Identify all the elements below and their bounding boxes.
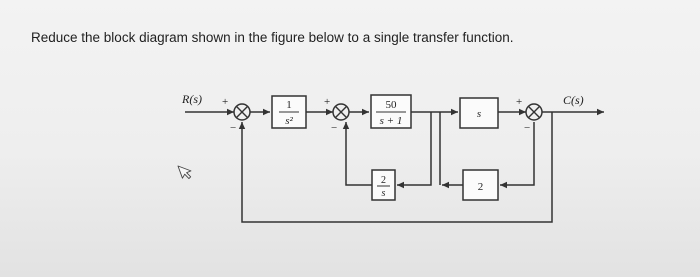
summing-junction-3 xyxy=(526,104,542,120)
sign-s1-in: + xyxy=(222,96,229,108)
block-g3 xyxy=(460,98,498,128)
sign-s3-fb: − xyxy=(524,122,531,134)
block-h1-denominator: s xyxy=(381,188,386,199)
sign-s1-fb: − xyxy=(230,122,237,134)
input-label: R(s) xyxy=(182,92,202,106)
summing-junction-1 xyxy=(234,104,250,120)
sign-s3-in: + xyxy=(516,96,523,108)
sign-s2-fb: − xyxy=(331,122,338,134)
summing-junction-2 xyxy=(333,104,349,120)
block-g2 xyxy=(371,95,411,128)
block-g1-denominator: s² xyxy=(285,115,293,127)
sign-s2-in: + xyxy=(324,96,331,108)
mouse-pointer-icon xyxy=(178,162,193,180)
block-h2 xyxy=(463,170,498,200)
block-g1 xyxy=(272,96,306,128)
question-text: Reduce the block diagram shown in the figure below to a single transfer function. xyxy=(31,30,514,45)
output-label: C(s) xyxy=(563,93,584,107)
block-g1-numerator: 1 xyxy=(286,99,292,111)
block-h1-numerator: 2 xyxy=(381,175,386,186)
block-g2-numerator: 50 xyxy=(385,99,397,111)
block-h2-label: 2 xyxy=(477,181,484,193)
block-g2-denominator: s + 1 xyxy=(379,115,403,127)
feedback-h1-to-summer2 xyxy=(346,122,372,185)
block-g3-label: s xyxy=(476,108,482,120)
block-h1 xyxy=(372,170,395,200)
